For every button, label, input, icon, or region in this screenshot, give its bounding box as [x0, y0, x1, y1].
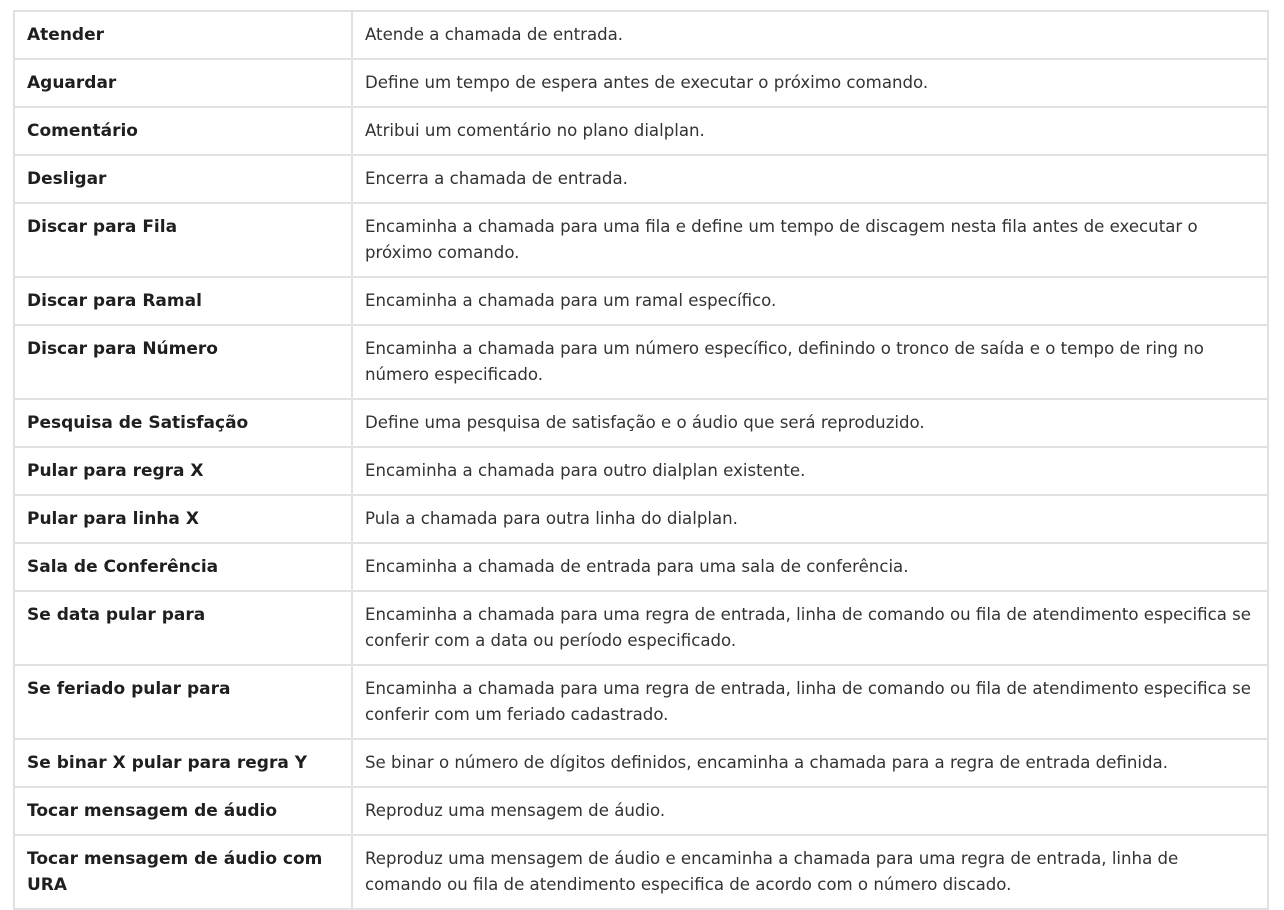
- command-name: Se binar X pular para regra Y: [14, 739, 352, 787]
- table-row: [14, 665, 1268, 739]
- command-name: Pular para regra X: [14, 447, 352, 495]
- command-name: Atender: [14, 11, 352, 59]
- table-row: [14, 277, 1268, 325]
- table-row: [14, 11, 1268, 59]
- command-name: Desligar: [14, 155, 352, 203]
- command-description: Encaminha a chamada para outro dialplan existente.: [352, 447, 1268, 495]
- table-row: [14, 447, 1268, 495]
- command-description: Atribui um comentário no plano dialplan.: [352, 107, 1268, 155]
- command-description: Atende a chamada de entrada.: [352, 11, 1268, 59]
- commands-table: [13, 10, 1269, 910]
- command-description: Encaminha a chamada para uma regra de entrada, linha de comando ou fila de atendimento especifica se conferir com um feriado cadastrado.: [352, 665, 1268, 739]
- command-description: Pula a chamada para outra linha do dialplan.: [352, 495, 1268, 543]
- table-row: [14, 325, 1268, 399]
- command-description: Encaminha a chamada para um número específico, definindo o tronco de saída e o tempo de ring no número especificado.: [352, 325, 1268, 399]
- command-name: Se feriado pular para: [14, 665, 352, 739]
- command-description: Reproduz uma mensagem de áudio.: [352, 787, 1268, 835]
- commands-table-body: [14, 11, 1268, 909]
- command-name: Se data pular para: [14, 591, 352, 665]
- command-description: Define um tempo de espera antes de executar o próximo comando.: [352, 59, 1268, 107]
- command-description: Encerra a chamada de entrada.: [352, 155, 1268, 203]
- command-description: Encaminha a chamada para uma regra de entrada, linha de comando ou fila de atendimento especifica se conferir com a data ou período especificado.: [352, 591, 1268, 665]
- command-name: Tocar mensagem de áudio: [14, 787, 352, 835]
- table-row: [14, 399, 1268, 447]
- command-description: Encaminha a chamada para um ramal específico.: [352, 277, 1268, 325]
- table-row: [14, 835, 1268, 909]
- table-row: [14, 739, 1268, 787]
- table-row: [14, 787, 1268, 835]
- command-name: Aguardar: [14, 59, 352, 107]
- command-name: Discar para Fila: [14, 203, 352, 277]
- command-description: Define uma pesquisa de satisfação e o áudio que será reproduzido.: [352, 399, 1268, 447]
- table-row: [14, 155, 1268, 203]
- table-row: [14, 495, 1268, 543]
- table-row: [14, 543, 1268, 591]
- command-description: Encaminha a chamada de entrada para uma sala de conferência.: [352, 543, 1268, 591]
- table-row: [14, 203, 1268, 277]
- table-row: [14, 59, 1268, 107]
- command-name: Pesquisa de Satisfação: [14, 399, 352, 447]
- command-name: Tocar mensagem de áudio com URA: [14, 835, 352, 909]
- command-name: Pular para linha X: [14, 495, 352, 543]
- command-name: Sala de Conferência: [14, 543, 352, 591]
- table-row: [14, 107, 1268, 155]
- command-description: Reproduz uma mensagem de áudio e encaminha a chamada para uma regra de entrada, linha de comando ou fila de atendimento especifica de acordo com o número discado.: [352, 835, 1268, 909]
- command-name: Discar para Ramal: [14, 277, 352, 325]
- command-description: Se binar o número de dígitos definidos, encaminha a chamada para a regra de entrada definida.: [352, 739, 1268, 787]
- commands-table-container: [13, 10, 1267, 910]
- command-name: Comentário: [14, 107, 352, 155]
- command-name: Discar para Número: [14, 325, 352, 399]
- table-row: [14, 591, 1268, 665]
- command-description: Encaminha a chamada para uma fila e define um tempo de discagem nesta fila antes de executar o próximo comando.: [352, 203, 1268, 277]
